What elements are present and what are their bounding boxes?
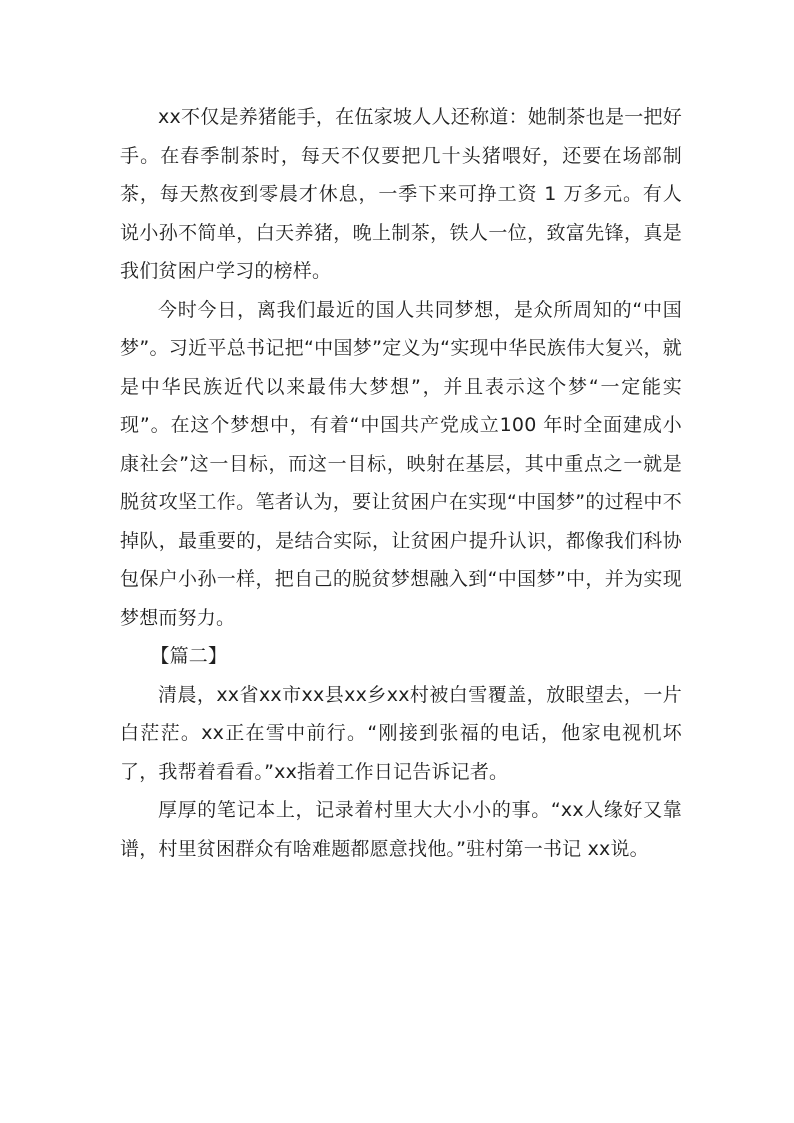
section-heading-part-two: 【篇二】 <box>150 645 228 667</box>
paragraph-notebook: 厚厚的笔记本上，记录着村里大大小小的事。“xx人缘好又靠谱，村里贫困群众有啥难题都愿意找他。”驻村第一书记 xx说。 <box>120 799 682 860</box>
paragraph-pig-farmer-tea-maker: xx不仅是养猪能手，在伍家坡人人还称道：她制茶也是一把好手。在春季制茶时，每天不仅要把几十头猪喂好，还要在场部制茶，每天熬夜到零晨才休息，一季下来可挣工资 1 万多元。有人说小孙不简单，白天养猪，晚上制茶，铁人一位，致富先锋，真是我们贫困户学习的榜样。 <box>120 106 682 282</box>
paragraph-snowy-morning: 清晨，xx省xx市xx县xx乡xx村被白雪覆盖，放眼望去，一片白茫茫。xx正在雪中前行。“刚接到张福的电话，他家电视机坏了，我帮着看看。”xx指着工作日记告诉记者。 <box>120 683 682 783</box>
paragraph-chinese-dream: 今时今日，离我们最近的国人共同梦想，是众所周知的“中国梦”。习近平总书记把“中国梦”定义为“实现中华民族伟大复兴，就是中华民族近代以来最伟大梦想”，并且表示这个梦“一定能实现”。在这个梦想中，有着“中国共产党成立100 年时全面建成小康社会”这一目标，而这一目标，映射在基层，其中重点之一就是脱贫攻坚工作。笔者认为，要让贫困户在实现“中国梦”的过程中不掉队，最重要的，是结合实际，让贫困户提升认识，都像我们科协包保户小孙一样，把自己的脱贫梦想融入到“中国梦”中，并为实现梦想而努力。 <box>120 298 682 629</box>
